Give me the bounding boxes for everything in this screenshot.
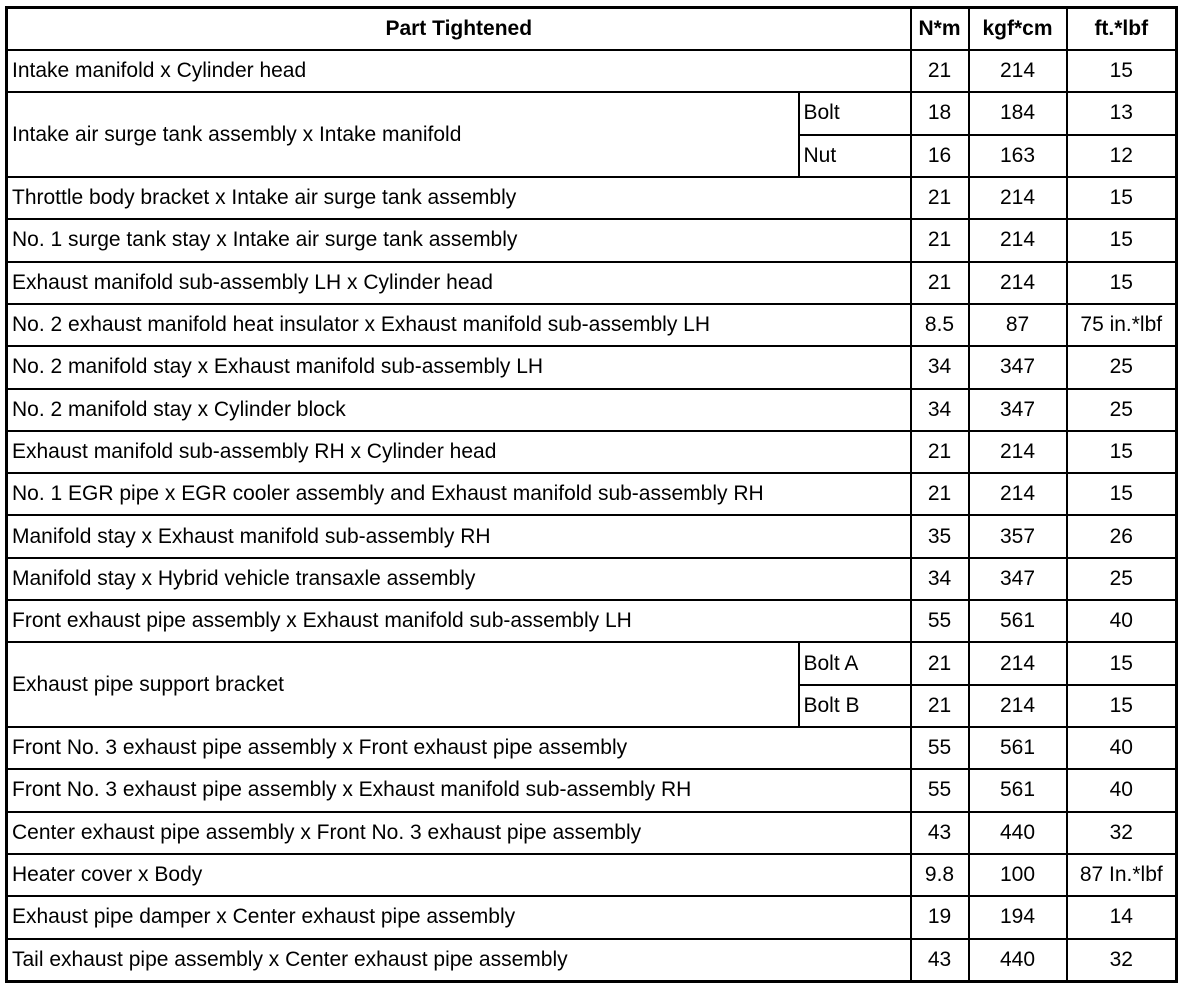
kgf-cell: 440 — [969, 939, 1067, 982]
nm-cell: 21 — [911, 50, 969, 92]
part-cell: Tail exhaust pipe assembly x Center exhaust pipe assembly — [7, 939, 911, 982]
part-cell: Intake air surge tank assembly x Intake manifold — [7, 92, 799, 177]
ft-cell: 15 — [1067, 177, 1177, 219]
ft-cell: 13 — [1067, 92, 1177, 134]
part-cell: Manifold stay x Hybrid vehicle transaxle assembly — [7, 558, 911, 600]
ft-cell: 12 — [1067, 135, 1177, 177]
part-cell: Center exhaust pipe assembly x Front No. 3 exhaust pipe assembly — [7, 812, 911, 854]
part-cell: Throttle body bracket x Intake air surge tank assembly — [7, 177, 911, 219]
nm-cell: 21 — [911, 177, 969, 219]
ft-cell: 15 — [1067, 685, 1177, 727]
table-row — [7, 727, 1177, 769]
nm-cell: 35 — [911, 515, 969, 557]
nm-cell: 21 — [911, 219, 969, 261]
kgf-cell: 214 — [969, 431, 1067, 473]
table-row — [7, 262, 1177, 304]
table-row — [7, 389, 1177, 431]
nm-cell: 9.8 — [911, 854, 969, 896]
kgf-cell: 347 — [969, 558, 1067, 600]
ft-cell: 40 — [1067, 600, 1177, 642]
kgf-cell: 214 — [969, 685, 1067, 727]
nm-cell: 21 — [911, 431, 969, 473]
kgf-cell: 561 — [969, 727, 1067, 769]
nm-cell: 21 — [911, 473, 969, 515]
nm-cell: 55 — [911, 600, 969, 642]
ft-cell: 15 — [1067, 262, 1177, 304]
ft-cell: 40 — [1067, 769, 1177, 811]
nm-cell: 34 — [911, 389, 969, 431]
ft-cell: 26 — [1067, 515, 1177, 557]
ft-cell: 15 — [1067, 642, 1177, 684]
kgf-cell: 214 — [969, 219, 1067, 261]
table-row — [7, 92, 1177, 134]
part-cell: No. 1 surge tank stay x Intake air surge tank assembly — [7, 219, 911, 261]
nm-cell: 18 — [911, 92, 969, 134]
header-nm: N*m — [911, 8, 969, 51]
nm-cell: 43 — [911, 812, 969, 854]
kgf-cell: 214 — [969, 642, 1067, 684]
part-cell: Front No. 3 exhaust pipe assembly x Front exhaust pipe assembly — [7, 727, 911, 769]
table-row — [7, 769, 1177, 811]
kgf-cell: 561 — [969, 600, 1067, 642]
header-kgf-cm: kgf*cm — [969, 8, 1067, 51]
part-cell: Front No. 3 exhaust pipe assembly x Exhaust manifold sub-assembly RH — [7, 769, 911, 811]
kgf-cell: 214 — [969, 262, 1067, 304]
table-row — [7, 896, 1177, 938]
kgf-cell: 100 — [969, 854, 1067, 896]
part-cell: Heater cover x Body — [7, 854, 911, 896]
part-cell: Exhaust pipe damper x Center exhaust pipe assembly — [7, 896, 911, 938]
table-row — [7, 473, 1177, 515]
kgf-cell: 163 — [969, 135, 1067, 177]
part-cell: Manifold stay x Exhaust manifold sub-assembly RH — [7, 515, 911, 557]
table-row — [7, 939, 1177, 982]
fastener-cell: Nut — [799, 135, 911, 177]
table-row — [7, 812, 1177, 854]
kgf-cell: 214 — [969, 50, 1067, 92]
table-row — [7, 431, 1177, 473]
ft-cell: 15 — [1067, 431, 1177, 473]
part-cell: Intake manifold x Cylinder head — [7, 50, 911, 92]
nm-cell: 21 — [911, 262, 969, 304]
ft-cell: 75 in.*lbf — [1067, 304, 1177, 346]
kgf-cell: 214 — [969, 177, 1067, 219]
nm-cell: 21 — [911, 642, 969, 684]
nm-cell: 55 — [911, 727, 969, 769]
ft-cell: 14 — [1067, 896, 1177, 938]
table-row — [7, 642, 1177, 684]
table-row — [7, 558, 1177, 600]
part-cell: No. 2 exhaust manifold heat insulator x Exhaust manifold sub-assembly LH — [7, 304, 911, 346]
part-cell: No. 2 manifold stay x Exhaust manifold sub-assembly LH — [7, 346, 911, 388]
table-row — [7, 600, 1177, 642]
part-cell: Exhaust manifold sub-assembly LH x Cylinder head — [7, 262, 911, 304]
fastener-cell: Bolt — [799, 92, 911, 134]
kgf-cell: 347 — [969, 346, 1067, 388]
nm-cell: 8.5 — [911, 304, 969, 346]
ft-cell: 87 In.*lbf — [1067, 854, 1177, 896]
kgf-cell: 357 — [969, 515, 1067, 557]
ft-cell: 15 — [1067, 219, 1177, 261]
ft-cell: 25 — [1067, 558, 1177, 600]
kgf-cell: 347 — [969, 389, 1067, 431]
part-cell: No. 2 manifold stay x Cylinder block — [7, 389, 911, 431]
table-row — [7, 346, 1177, 388]
table-row — [7, 854, 1177, 896]
ft-cell: 32 — [1067, 812, 1177, 854]
header-ft-lbf: ft.*lbf — [1067, 8, 1177, 51]
kgf-cell: 87 — [969, 304, 1067, 346]
nm-cell: 19 — [911, 896, 969, 938]
ft-cell: 15 — [1067, 473, 1177, 515]
part-cell: Front exhaust pipe assembly x Exhaust manifold sub-assembly LH — [7, 600, 911, 642]
header-part-tightened: Part Tightened — [7, 8, 911, 51]
nm-cell: 34 — [911, 346, 969, 388]
kgf-cell: 184 — [969, 92, 1067, 134]
table-header-row — [7, 8, 1177, 51]
ft-cell: 40 — [1067, 727, 1177, 769]
table-row — [7, 50, 1177, 92]
ft-cell: 25 — [1067, 346, 1177, 388]
ft-cell: 32 — [1067, 939, 1177, 982]
kgf-cell: 440 — [969, 812, 1067, 854]
kgf-cell: 194 — [969, 896, 1067, 938]
part-cell: No. 1 EGR pipe x EGR cooler assembly and Exhaust manifold sub-assembly RH — [7, 473, 911, 515]
nm-cell: 55 — [911, 769, 969, 811]
ft-cell: 25 — [1067, 389, 1177, 431]
fastener-cell: Bolt A — [799, 642, 911, 684]
kgf-cell: 561 — [969, 769, 1067, 811]
part-cell: Exhaust manifold sub-assembly RH x Cylinder head — [7, 431, 911, 473]
nm-cell: 21 — [911, 685, 969, 727]
table-row — [7, 515, 1177, 557]
part-cell: Exhaust pipe support bracket — [7, 642, 799, 727]
ft-cell: 15 — [1067, 50, 1177, 92]
nm-cell: 16 — [911, 135, 969, 177]
nm-cell: 43 — [911, 939, 969, 982]
fastener-cell: Bolt B — [799, 685, 911, 727]
table-row — [7, 177, 1177, 219]
table-row — [7, 219, 1177, 261]
nm-cell: 34 — [911, 558, 969, 600]
table-row — [7, 304, 1177, 346]
kgf-cell: 214 — [969, 473, 1067, 515]
torque-spec-table — [5, 6, 1178, 983]
